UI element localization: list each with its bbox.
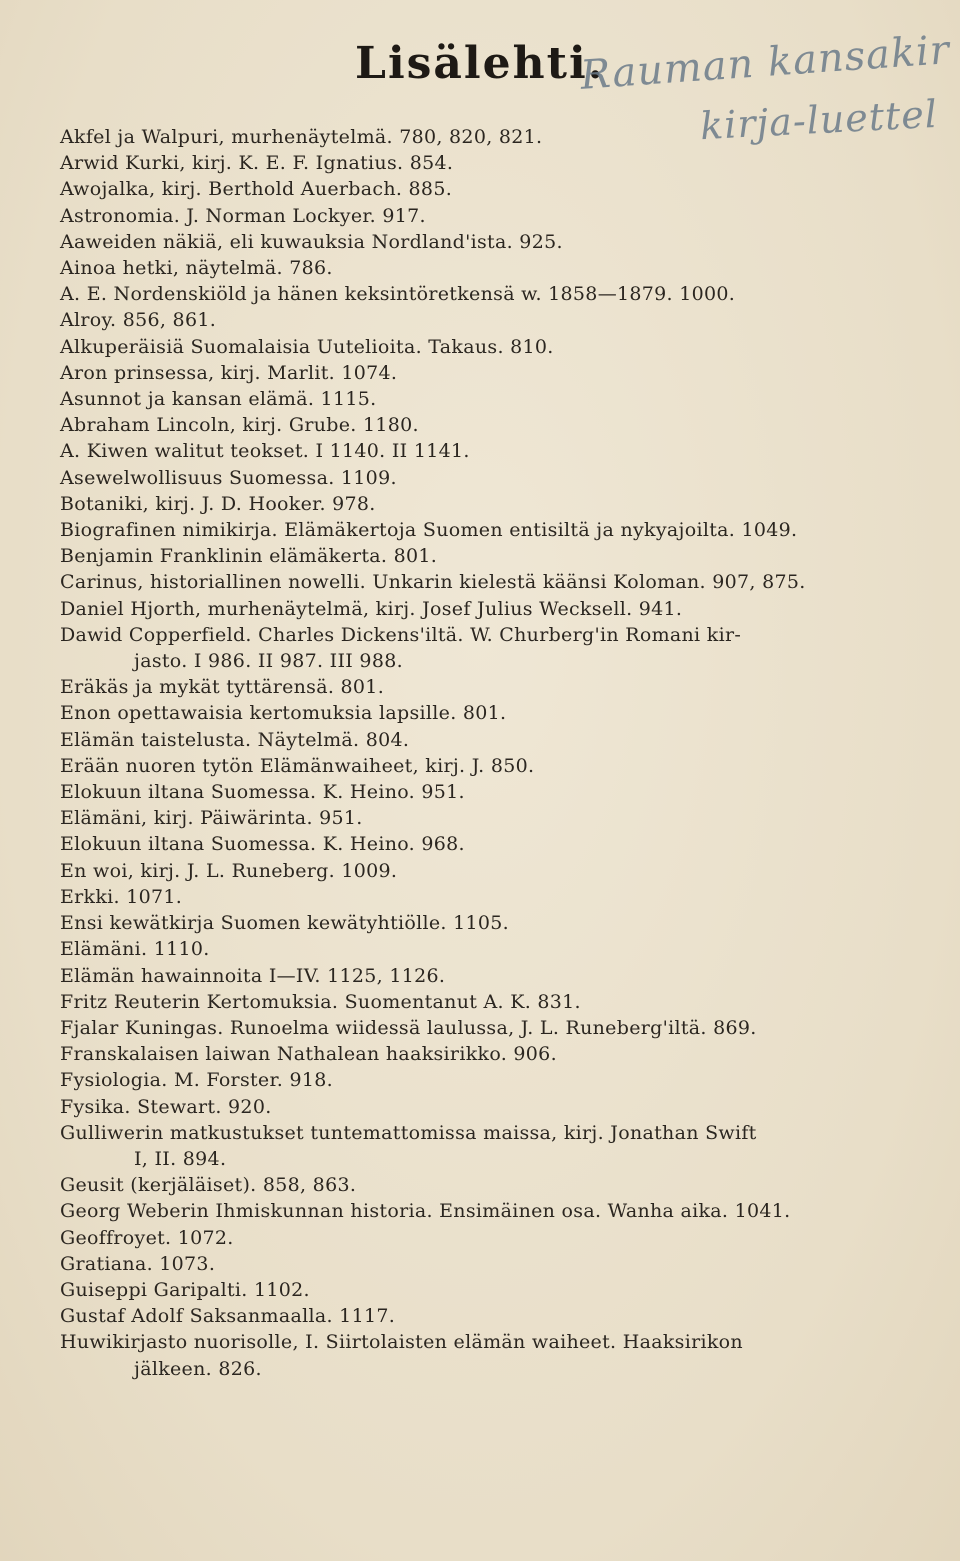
index-entry: Gulliwerin matkustukset tuntemattomissa maissa, kirj. Jonathan Swift <box>60 1121 757 1144</box>
index-entry: Elämän taistelusta. Näytelmä. 804. <box>60 728 410 751</box>
index-entry: Gratiana. 1073. <box>60 1252 216 1275</box>
index-entry: Asewelwollisuus Suomessa. 1109. <box>60 466 397 489</box>
index-entry: Geusit (kerjäläiset). 858, 863. <box>60 1174 357 1197</box>
index-entry-continuation: I, II. 894. <box>134 1147 227 1170</box>
index-entry: Awojalka, kirj. Berthold Auerbach. 885. <box>60 178 453 201</box>
index-entry: Franskalaisen laiwan Nathalean haaksirikko. 906. <box>60 1043 557 1066</box>
index-entry: Astronomia. J. Norman Lockyer. 917. <box>60 204 426 227</box>
index-entry: Asunnot ja kansan elämä. 1115. <box>60 388 377 411</box>
index-entry: En woi, kirj. J. L. Runeberg. 1009. <box>60 859 398 882</box>
index-entry: Akfel ja Walpuri, murhenäytelmä. 780, 820, 821. <box>60 126 543 148</box>
index-entry: Geoffroyet. 1072. <box>60 1226 234 1249</box>
index-entry-continuation: jasto. I 986. II 987. III 988. <box>134 650 403 673</box>
index-entry: Enon opettawaisia kertomuksia lapsille. 801. <box>60 702 507 725</box>
index-entry: Guiseppi Garipalti. 1102. <box>60 1278 310 1301</box>
handwritten-note-line-1: Rauman kansakir <box>578 27 952 99</box>
index-entry: A. Kiwen walitut teokset. I 1140. II 1141. <box>60 440 470 463</box>
index-entry: Dawid Copperfield. Charles Dickens'iltä. W. Churberg'in Romani kir- <box>60 623 742 646</box>
index-entry: Huwikirjasto nuorisolle, I. Siirtolaisten elämän waiheet. Haaksirikon <box>60 1331 743 1354</box>
index-entry: Elämän hawainnoita I—IV. 1125, 1126. <box>60 964 446 987</box>
index-entry: Gustaf Adolf Saksanmaalla. 1117. <box>60 1305 396 1328</box>
index-entry: Elokuun iltana Suomessa. K. Heino. 951. <box>60 781 465 804</box>
index-entry: Elokuun iltana Suomessa. K. Heino. 968. <box>60 833 465 856</box>
index-entry: Fjalar Kuningas. Runoelma wiidessä laulussa, J. L. Runeberg'iltä. 869. <box>60 1016 757 1039</box>
index-entry-continuation: jälkeen. 826. <box>134 1357 262 1380</box>
index-entry: Eräkäs ja mykät tyttärensä. 801. <box>60 676 385 699</box>
index-entry: A. E. Nordenskiöld ja hänen keksintöretkensä w. 1858—1879. 1000. <box>60 283 736 306</box>
index-entry: Georg Weberin Ihmiskunnan historia. Ensimäinen osa. Wanha aika. 1041. <box>60 1200 791 1223</box>
page-title: Lisälehti. <box>355 38 605 89</box>
index-entry: Carinus, historiallinen nowelli. Unkarin kielestä käänsi Koloman. 907, 875. <box>60 571 806 594</box>
index-entry: Fysiologia. M. Forster. 918. <box>60 1069 333 1092</box>
index-entry: Arwid Kurki, kirj. K. E. F. Ignatius. 854. <box>60 152 454 175</box>
index-entry: Elämäni. 1110. <box>60 938 210 961</box>
index-entry: Aron prinsessa, kirj. Marlit. 1074. <box>60 361 398 384</box>
index-entry: Ensi kewätkirja Suomen kewätyhtiölle. 1105. <box>60 912 509 935</box>
index-entry: Aaweiden näkiä, eli kuwauksia Nordland'ista. 925. <box>60 230 563 253</box>
index-entry: Ainoa hetki, näytelmä. 786. <box>60 257 333 280</box>
index-entry-list <box>60 124 930 1382</box>
index-entry: Elämäni, kirj. Päiwärinta. 951. <box>60 807 363 830</box>
index-entry: Fysika. Stewart. 920. <box>60 1095 272 1118</box>
index-entry: Erkki. 1071. <box>60 885 183 908</box>
index-entry: Biografinen nimikirja. Elämäkertoja Suomen entisiltä ja nykyajoilta. 1049. <box>60 519 798 542</box>
index-entry: Botaniki, kirj. J. D. Hooker. 978. <box>60 492 376 515</box>
index-entry: Erään nuoren tytön Elämänwaiheet, kirj. J. 850. <box>60 754 535 777</box>
index-entry: Daniel Hjorth, murhenäytelmä, kirj. Josef Julius Wecksell. 941. <box>60 597 683 620</box>
index-entry: Alroy. 856, 861. <box>60 309 217 332</box>
index-entry: Alkuperäisiä Suomalaisia Uutelioita. Takaus. 810. <box>60 335 554 358</box>
index-entry: Abraham Lincoln, kirj. Grube. 1180. <box>60 414 419 437</box>
index-entry: Benjamin Franklinin elämäkerta. 801. <box>60 545 438 568</box>
handwritten-note-line-2: kirja-luettel <box>699 91 939 149</box>
index-entry: Fritz Reuterin Kertomuksia. Suomentanut A. K. 831. <box>60 990 581 1013</box>
